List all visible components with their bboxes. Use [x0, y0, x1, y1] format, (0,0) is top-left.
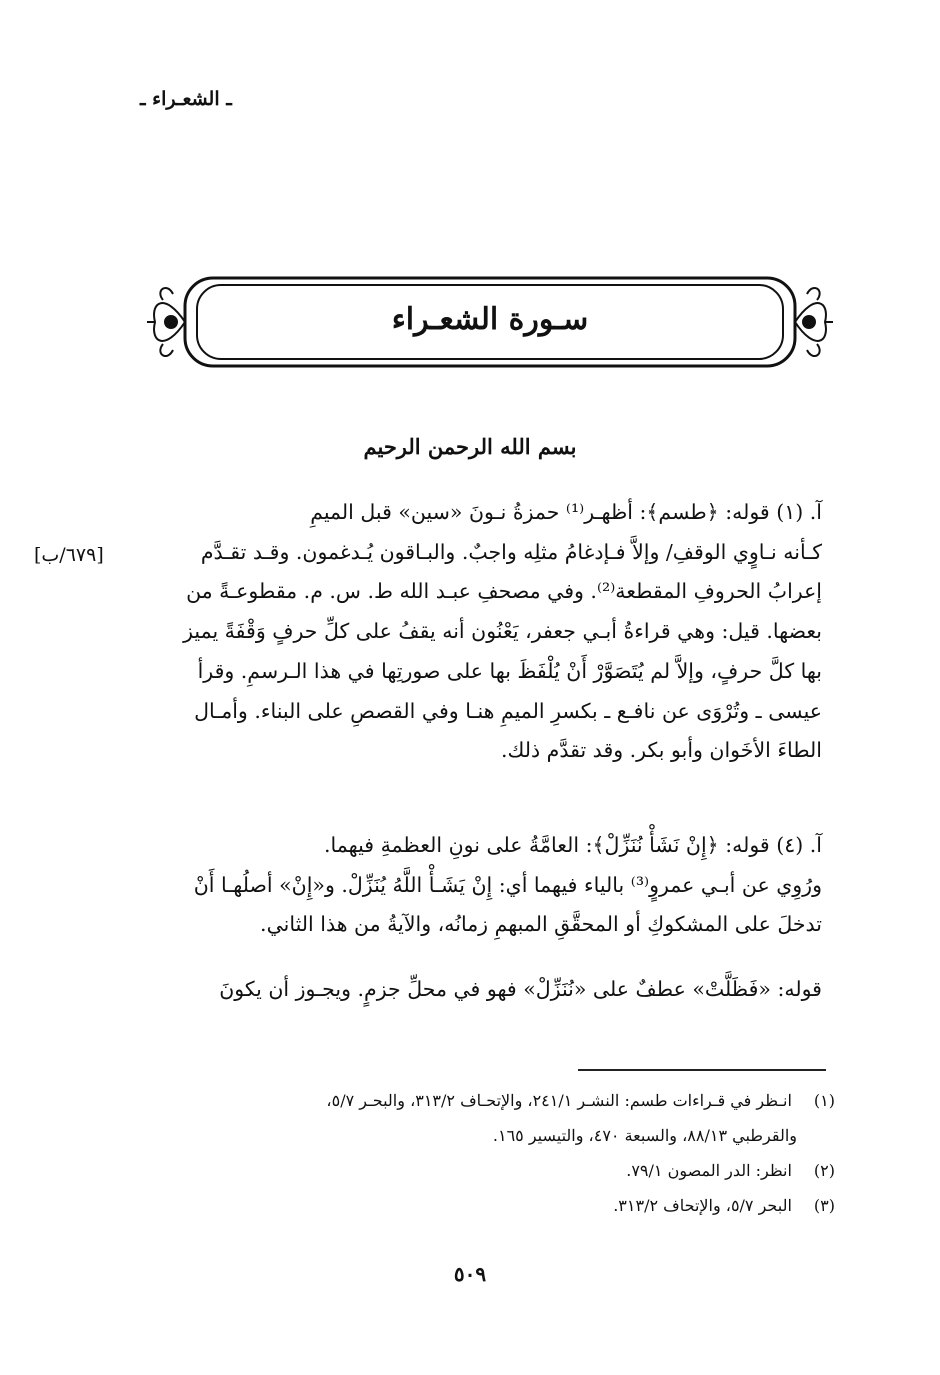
footnotes: [135, 1083, 835, 1223]
text-line: ورُوِي عن أبـي عمروٍ⁽³⁾ بالياء فيهما أي: إِنْ يَشَـأْ اللَّهُ يُنَزِّلْ. و«إِنْ» أصلُهـا أَنْ: [193, 872, 822, 897]
manuscript-folio-ref: [٦٧٩/ب]: [34, 544, 104, 566]
footnote-3: [135, 1188, 835, 1223]
text-line: إعرابُ الحروفِ المقطعة⁽²⁾. وفي مصحفِ عبـد الله ط. س. م. مقطوعـةً من: [186, 579, 822, 604]
footnote-1: [135, 1083, 835, 1118]
commentary-paragraph-3: [132, 970, 822, 1010]
text-line: بها كلَّ حرفٍ، وإلاَّ لم يُتَصَوَّرْ أَنْ يُلْفَظَ بها على صورتِها في هذا الـرسمِ. وقرأ: [197, 658, 822, 683]
text-line: عيسى ـ وتُرْوَى عن نافـع ـ بكسرِ الميمِ هنـا وفي القصصِ على البناء. وأمـال: [194, 698, 822, 723]
footnote-text: انظر: الدر المصون ٧٩/١.: [626, 1161, 792, 1180]
text-line: كـأنه نـاوٍي الوقفِ/ وإلاَّ فـإدغامُ مثلِه واجبٌ. والبـاقون يُـدغمون. وقـد تقـدَّم: [200, 539, 822, 564]
footnote-number: (٢): [813, 1161, 835, 1180]
text-line: آ. (١) قوله: ﴿طسم﴾: أظهـر⁽¹⁾ حمزةُ نـونَ «سين» قبل الميمِ: [310, 500, 822, 524]
commentary-paragraph-2: [132, 826, 822, 945]
running-header: ـ الشعـراء ـ: [140, 88, 232, 110]
footnote-separator: [578, 1069, 826, 1071]
footnote-1-continued: [135, 1118, 835, 1153]
footnote-text: البحر ٥/٧، والإتحاف ٣١٣/٢.: [613, 1196, 792, 1215]
text-line: قوله: «فَظَلَّتْ» عطفٌ على «نُنَزِّلْ» فهو في محلِّ جزمٍ. ويجـوز أن يكونَ: [219, 977, 822, 1001]
surah-banner: [145, 272, 835, 372]
page-number: ٥٠٩: [453, 1262, 487, 1286]
surah-title: سـورة الشعـراء: [391, 302, 589, 337]
footnote-text: والقرطبي ٨٨/١٣، والسبعة ٤٧٠، والتيسير ١٦٥.: [492, 1126, 797, 1145]
text-line: بعضها. قيل: وهي قراءةُ أبـي جعفر، يَعْنُون أنه يقفُ على كلِّ حرفٍ وَقْفَةً يميز: [183, 619, 822, 644]
basmala: بسم الله الرحمن الرحيم: [363, 434, 577, 459]
text-line: الطاءَ الأخَوان وأبو بكر. وقد تقدَّم ذلك.: [500, 738, 822, 763]
text-line: آ. (٤) قوله: ﴿إِنْ نَشَأْ نُنَزِّلْ﴾: العامَّةُ على نونِ العظمةِ فيهما.: [324, 833, 822, 857]
text-line: تدخلَ على المشكوكِ أو المحقَّقِ المبهمِ زمانُه، والآيةُ من هذا الثاني.: [260, 912, 822, 937]
footnote-number: (٣): [813, 1196, 835, 1215]
footnote-text: انـظر في قـراءات طسم: النشـر ٢٤١/١، والإتحـاف ٣١٣/٢، والبحـر ٥/٧،: [326, 1091, 792, 1110]
footnote-2: [135, 1153, 835, 1188]
footnote-number: (١): [813, 1091, 835, 1110]
commentary-paragraph-1: [132, 493, 822, 771]
